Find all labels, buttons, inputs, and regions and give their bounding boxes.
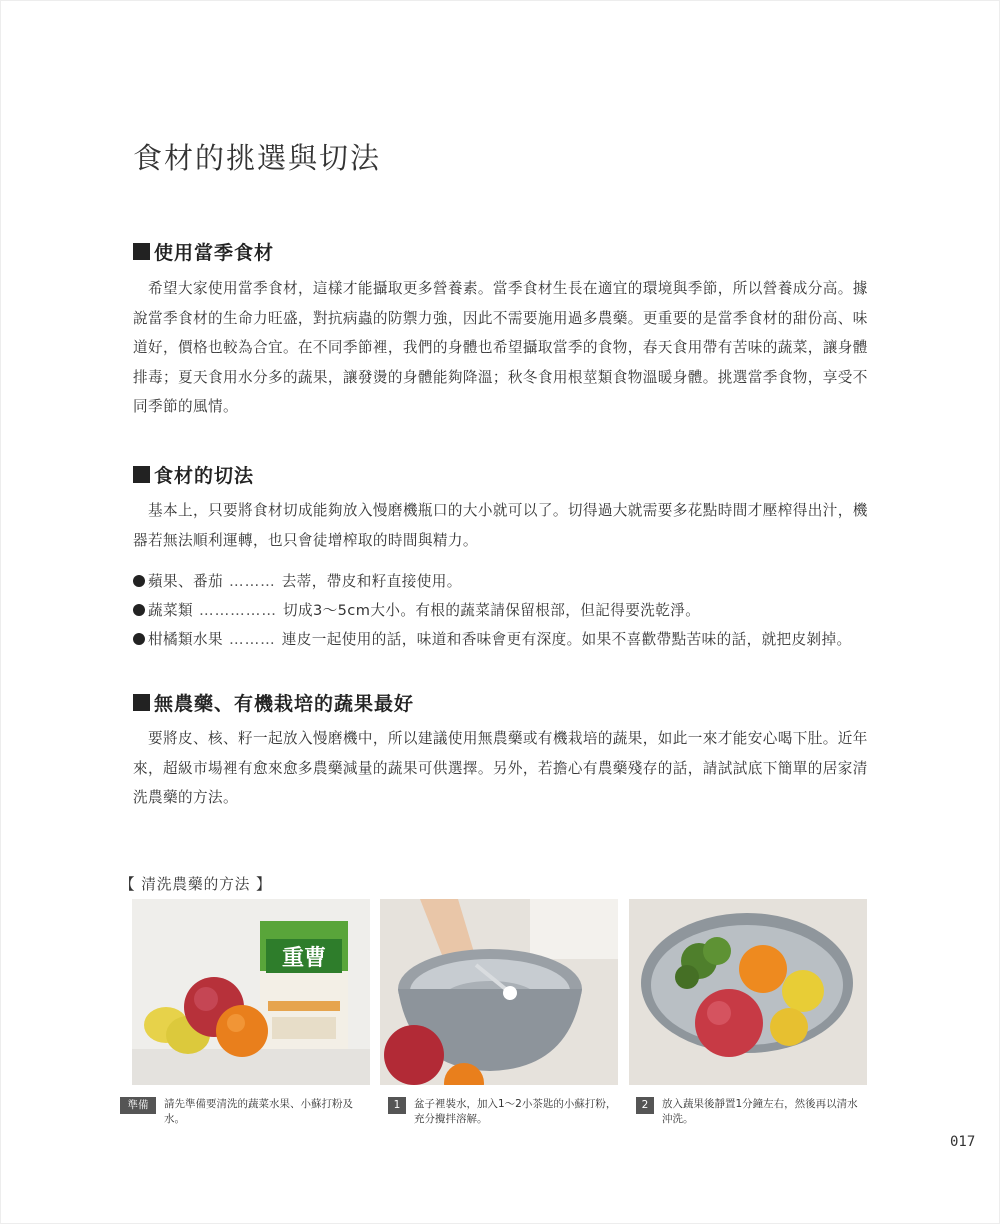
bullet-dot-icon	[133, 633, 145, 645]
bullet-leader: ………	[228, 573, 276, 590]
photo-prep	[132, 899, 370, 1085]
bullet-leader: ………	[228, 631, 276, 648]
bullet-item-name: 蘋果、番茄	[148, 573, 223, 590]
bullet-item	[133, 599, 700, 620]
page-title: 食材的挑選與切法	[133, 141, 382, 175]
photo-step2	[629, 899, 867, 1085]
step-tag-prep: 準備	[120, 1097, 156, 1114]
step-tag-1: 1	[388, 1097, 406, 1114]
section-paragraph-seasonal: 希望大家使用當季食材，這樣才能攝取更多營養素。當季食材生長在適宜的環境與季節，所以營養成分高。據說當季食材的生命力旺盛，對抗病蟲的防禦力強，因此不需要施用過多農藥。更重要的是當季食材的甜份高、味道好，價格也較為合宜。在不同季節裡，我們的身體也希望攝取當季的食物，春天食用帶有苦味的蔬菜，讓身體排毒；夏天食用水分多的蔬果，讓發燙的身體能夠降溫；秋冬食用根莖類食物溫暖身體。挑選當季食物，享受不同季節的風情。	[133, 280, 868, 415]
bullet-item-desc: 切成3～5cm大小。有根的蔬菜請保留根部，但記得要洗乾淨。	[282, 602, 701, 619]
heading-square-icon	[133, 243, 150, 260]
section-heading-text: 無農藥、有機栽培的蔬果最好	[154, 693, 415, 715]
bullet-dot-icon	[133, 604, 145, 616]
heading-square-icon	[133, 694, 150, 711]
bullet-dot-icon	[133, 575, 145, 587]
page-number: 017	[950, 1134, 976, 1150]
step-caption-2: 放入蔬果後靜置1分鐘左右，然後再以清水沖洗。	[662, 1098, 858, 1125]
bullet-item-desc: 連皮一起使用的話，味道和香味會更有深度。如果不喜歡帶點苦味的話，就把皮剝掉。	[281, 631, 852, 648]
wash-method-label: 【 清洗農藥的方法 】	[120, 876, 272, 893]
section-heading-seasonal	[133, 238, 274, 265]
bullet-leader: ……………	[198, 602, 277, 619]
section-paragraph-organic: 要將皮、核、籽一起放入慢磨機中，所以建議使用無農藥或有機栽培的蔬果，如此一來才能安心喝下肚。近年來，超級市場裡有愈來愈多農藥減量的蔬果可供選擇。另外，若擔心有農藥殘存的話，請試試底下簡單的居家清洗農藥的方法。	[133, 730, 868, 806]
bullet-item-name: 蔬菜類	[148, 602, 193, 619]
bullet-item	[133, 570, 462, 591]
photo-step1	[380, 899, 618, 1085]
section-heading-text: 食材的切法	[154, 465, 255, 487]
package-label: 重曹	[281, 946, 327, 971]
bullet-item-desc: 去蒂，帶皮和籽直接使用。	[281, 573, 462, 590]
section-heading-cutting	[133, 461, 254, 488]
step-caption-prep: 請先準備要清洗的蔬菜水果、小蘇打粉及水。	[164, 1098, 353, 1125]
bullet-item	[133, 628, 852, 649]
section-heading-organic	[133, 689, 414, 716]
section-heading-text: 使用當季食材	[154, 242, 275, 264]
heading-square-icon	[133, 466, 150, 483]
bullet-item-name: 柑橘類水果	[148, 631, 223, 648]
step-tag-2: 2	[636, 1097, 654, 1114]
step-caption-1: 盆子裡裝水，加入1～2小茶匙的小蘇打粉，充分攪拌溶解。	[414, 1098, 617, 1125]
section-paragraph-cutting: 基本上，只要將食材切成能夠放入慢磨機瓶口的大小就可以了。切得過大就需要多花點時間才壓榨得出汁，機器若無法順利運轉，也只會徒增榨取的時間與精力。	[133, 502, 868, 549]
